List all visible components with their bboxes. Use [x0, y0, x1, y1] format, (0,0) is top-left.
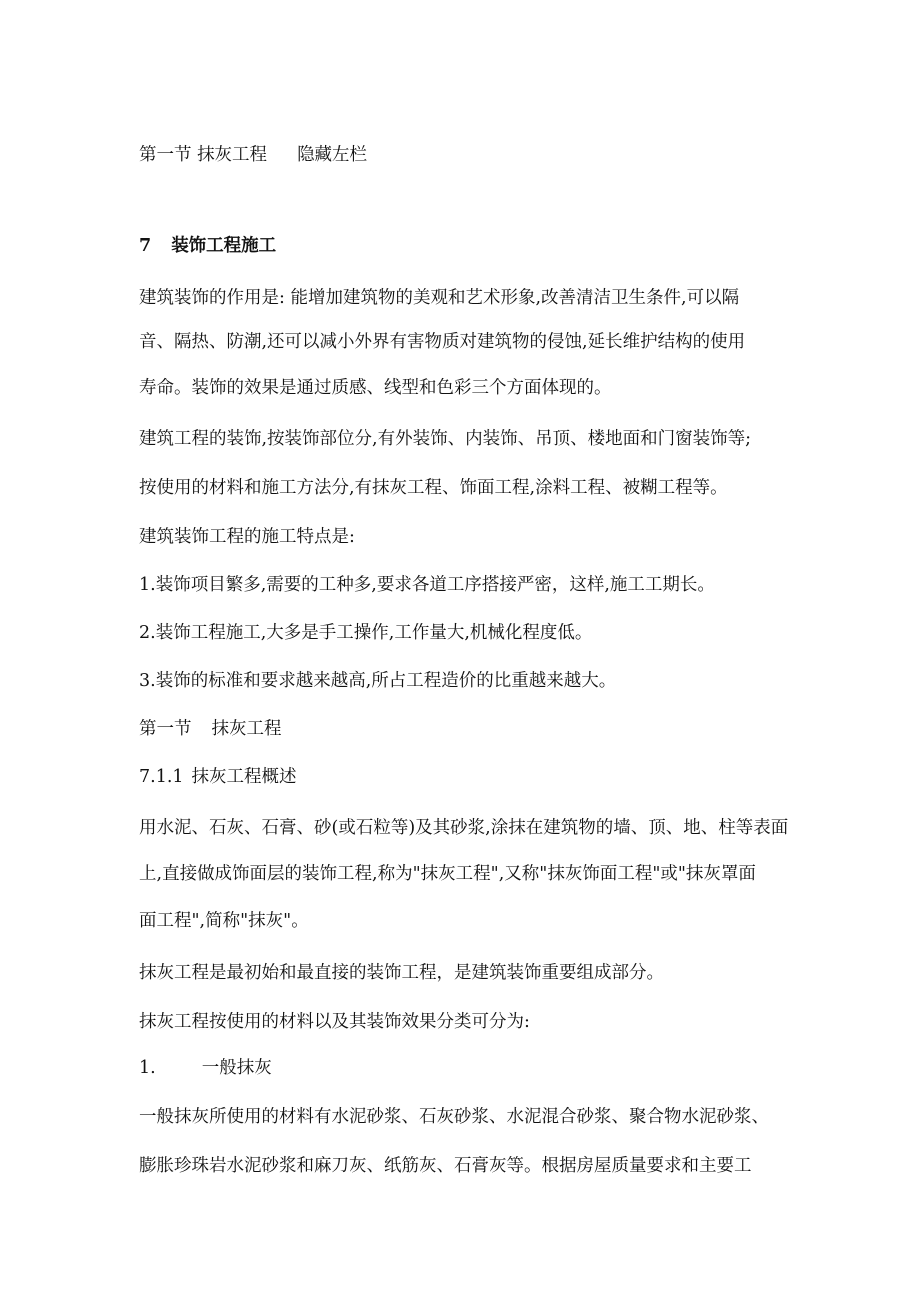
- section-title-link[interactable]: 第一节 抹灰工程: [139, 145, 268, 165]
- paragraph-line: 抹灰工程是最初始和最直接的装饰工程，是建筑装饰重要组成部分。: [139, 963, 664, 983]
- subsection-title: 抹灰工程概述: [191, 767, 297, 787]
- section-heading: [139, 717, 789, 741]
- paragraph-line: 一般抹灰所使用的材料有水泥砂浆、石灰砂浆、水泥混合砂浆、聚合物水泥砂浆、: [139, 1107, 769, 1127]
- chapter-title: 装饰工程施工: [171, 236, 277, 256]
- section-label: 第一节: [139, 719, 192, 739]
- item-number: 1.: [139, 1058, 156, 1078]
- paragraph-line: 抹灰工程按使用的材料以及其装饰效果分类可分为:: [139, 1012, 530, 1032]
- page-header: [139, 143, 789, 167]
- paragraph-line: 音、隔热、防潮,还可以减小外界有害物质对建筑物的侵蚀,延长维护结构的使用: [139, 332, 746, 352]
- paragraph-line: 寿命。装饰的效果是通过质感、线型和色彩三个方面体现的。: [139, 378, 612, 398]
- paragraph-line: 建筑装饰的作用是: 能增加建筑物的美观和艺术形象,改善清洁卫生条件,可以隔: [139, 288, 740, 308]
- paragraph-line: 建筑工程的装饰,按装饰部位分,有外装饰、内装饰、吊顶、楼地面和门窗装饰等;: [139, 429, 752, 449]
- list-item: 2.装饰工程施工,大多是手工操作,工作量大,机械化程度低。: [139, 623, 593, 643]
- hide-sidebar-link[interactable]: 隐藏左栏: [297, 145, 368, 165]
- item-title: 一般抹灰: [201, 1058, 272, 1078]
- paragraph-line: 膨胀珍珠岩水泥砂浆和麻刀灰、纸筋灰、石膏灰等。根据房屋质量要求和主要工: [139, 1156, 752, 1176]
- chapter-number: 7: [139, 236, 152, 256]
- paragraph-line: 建筑装饰工程的施工特点是:: [139, 527, 355, 547]
- paragraph-line: 用水泥、石灰、石膏、砂(或石粒等)及其砂浆,涂抹在建筑物的墙、顶、地、柱等表面: [139, 818, 789, 838]
- list-item: 3.装饰的标准和要求越来越高,所占工程造价的比重越来越大。: [139, 671, 617, 691]
- paragraph-line: 按使用的材料和施工方法分,有抹灰工程、饰面工程,涂料工程、被糊工程等。: [139, 478, 728, 498]
- section-name: 抹灰工程: [211, 719, 282, 739]
- subsection-number: 7.1.1: [139, 767, 184, 787]
- list-item-heading: [139, 1056, 789, 1080]
- list-item: 1.装饰项目繁多,需要的工种多,要求各道工序搭接严密，这样,施工工期长。: [139, 575, 715, 595]
- paragraph-line: 上,直接做成饰面层的装饰工程,称为"抹灰工程",又称"抹灰饰面工程"或"抹灰罩面: [139, 864, 756, 884]
- subsection-heading: [139, 765, 789, 789]
- chapter-heading: [139, 234, 789, 258]
- paragraph-line: 面工程",简称"抹灰"。: [139, 911, 309, 931]
